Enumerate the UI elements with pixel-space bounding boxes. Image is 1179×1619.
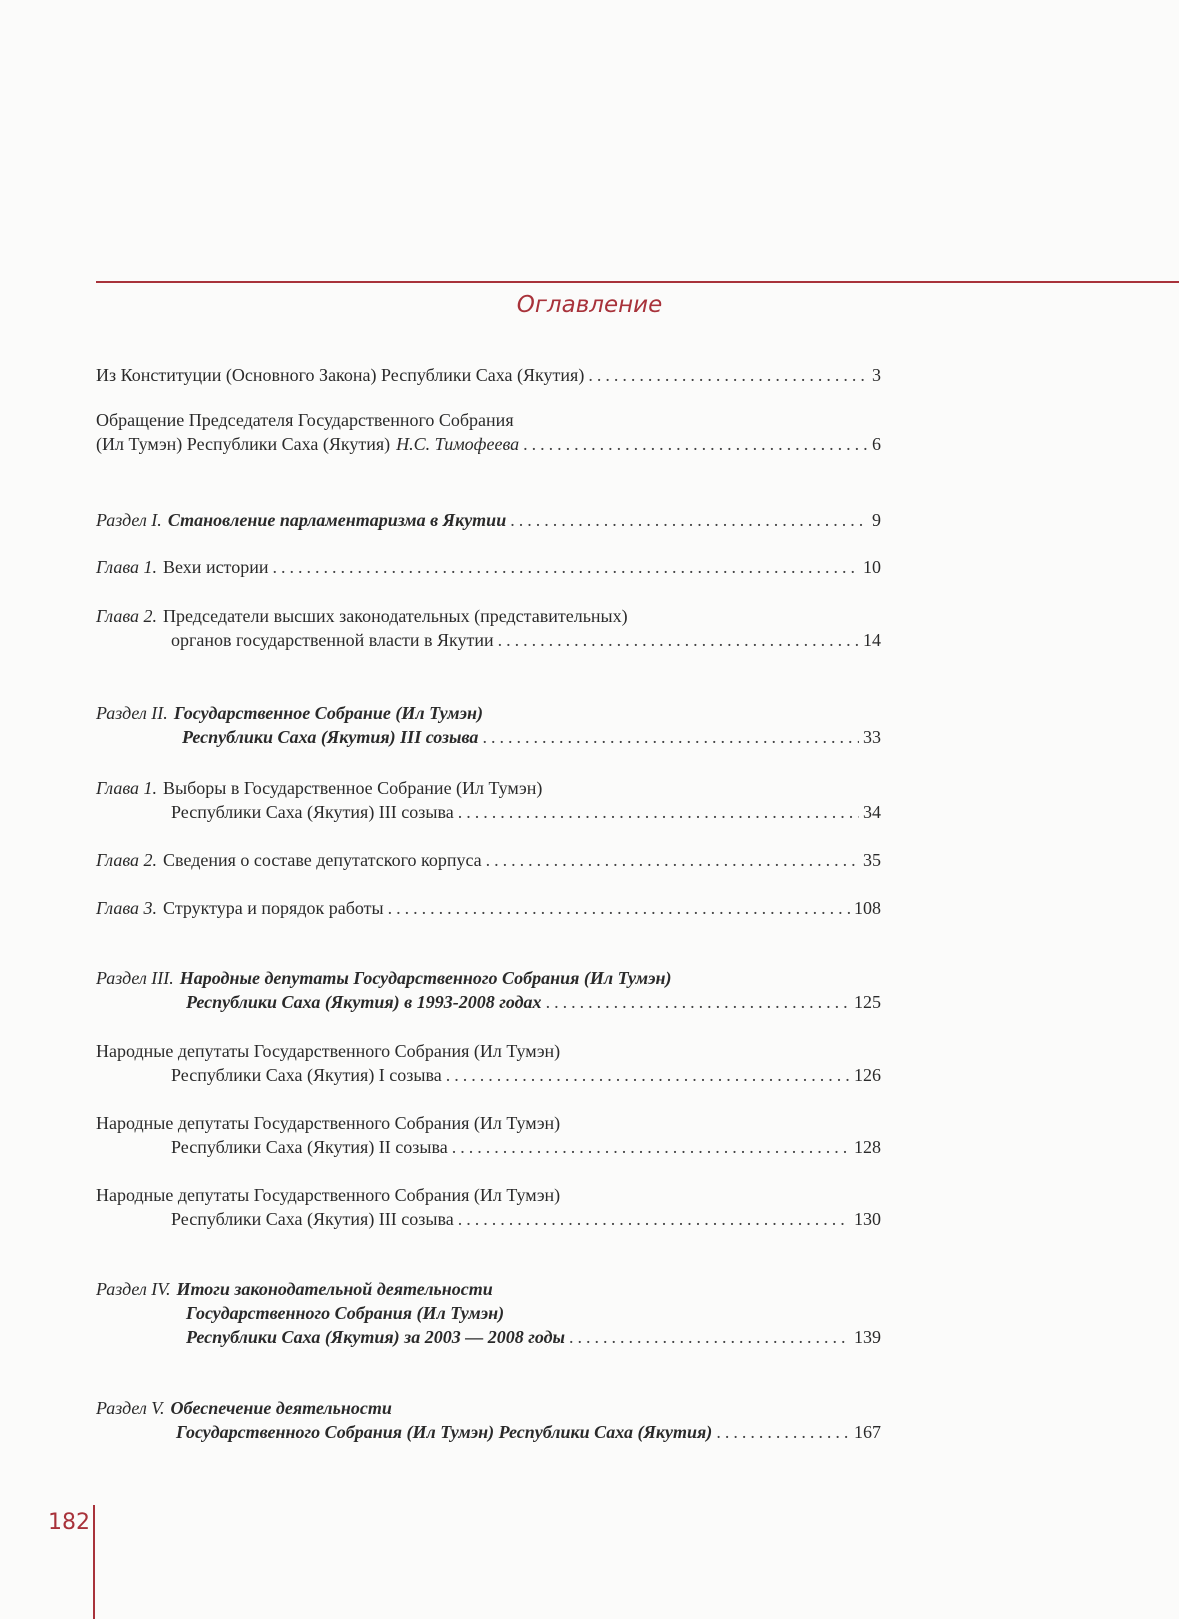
toc-chapter-1-2[interactable] [96,606,881,654]
dot-leader [452,1137,850,1158]
chapter-prefix: Глава 3. [96,898,158,918]
toc-section-3[interactable] [96,968,881,1016]
chapter-prefix: Глава 1. [96,557,158,577]
section-prefix: Раздел IV. [96,1279,171,1299]
toc-section-5[interactable] [96,1398,881,1446]
toc-chapter-2-2[interactable] [96,850,881,874]
page-number: 14 [863,630,881,650]
chapter-title: Структура и порядок работы [163,898,384,918]
folio-rule [93,1505,95,1619]
page-number: 10 [863,557,881,577]
page-number: 35 [863,850,881,870]
toc-chapter-2-1[interactable] [96,778,881,826]
section-prefix: Раздел II. [96,703,168,723]
toc-subentry-convocation-3[interactable] [96,1185,881,1233]
dot-leader [446,1065,850,1086]
toc-section-1[interactable] [96,510,881,534]
entry-author: Н.С. Тимофеева [396,434,520,454]
section-title-line1: Обеспечение деятельности [170,1398,392,1418]
page-number: 167 [854,1422,881,1442]
dot-leader [523,434,867,455]
subentry-line1: Народные депутаты Государственного Собрания (Ил Тумэн) [96,1113,561,1133]
dot-leader [388,898,850,919]
toc-entry-address[interactable] [96,410,881,458]
dot-leader [569,1327,850,1348]
chapter-title-line2: органов государственной власти в Якутии [171,630,494,650]
dot-leader [482,727,859,748]
chapter-prefix: Глава 1. [96,778,158,798]
section-title-line3: Республики Саха (Якутия) за 2003 — 2008 годы [186,1327,566,1347]
subentry-line2: Республики Саха (Якутия) I созыва [171,1065,442,1085]
chapter-prefix: Глава 2. [96,850,158,870]
subentry-line2: Республики Саха (Якутия) II созыва [171,1137,448,1157]
page-number: 34 [863,802,881,822]
section-title-line2: Государственного Собрания (Ил Тумэн) [186,1303,505,1323]
toc-title: Оглавление [516,292,663,318]
page-number: 33 [863,727,881,747]
chapter-title-line1: Председатели высших законодательных (представительных) [163,606,628,626]
dot-leader [486,850,859,871]
toc-section-4[interactable] [96,1279,881,1351]
chapter-prefix: Глава 2. [96,606,158,626]
page-number: 125 [854,992,881,1012]
page-number: 128 [854,1137,881,1157]
page-number: 3 [872,365,881,385]
page-number: 6 [872,434,881,454]
section-prefix: Раздел I. [96,510,162,530]
title-rule [96,281,1179,283]
page-number: 9 [872,510,881,530]
section-prefix: Раздел III. [96,968,174,988]
toc-section-2[interactable] [96,703,881,751]
subentry-line1: Народные депутаты Государственного Собрания (Ил Тумэн) [96,1185,561,1205]
dot-leader [510,510,867,531]
dot-leader [716,1422,850,1443]
subentry-line1: Народные депутаты Государственного Собрания (Ил Тумэн) [96,1041,561,1061]
chapter-title-line2: Республики Саха (Якутия) III созыва [171,802,454,822]
page-number: 130 [854,1209,881,1229]
section-title-line2: Республики Саха (Якутия) III созыва [182,727,479,747]
toc-chapter-2-3[interactable] [96,898,881,922]
entry-text-line2: (Ил Тумэн) Республики Саха (Якутия) [96,434,391,454]
dot-leader [272,557,859,578]
page-number: 126 [854,1065,881,1085]
dot-leader [498,630,859,651]
dot-leader [546,992,850,1013]
chapter-title: Сведения о составе депутатского корпуса [163,850,482,870]
page-number: 139 [854,1327,881,1347]
chapter-title-line1: Выборы в Государственное Собрание (Ил Тумэн) [163,778,543,798]
dot-leader [588,365,867,386]
toc-subentry-convocation-2[interactable] [96,1113,881,1161]
page-number: 108 [854,898,881,918]
section-prefix: Раздел V. [96,1398,165,1418]
section-title-line2: Государственного Собрания (Ил Тумэн) Республики Саха (Якутия) [176,1422,713,1442]
entry-text-line1: Обращение Председателя Государственного Собрания [96,410,514,430]
section-title-line1: Итоги законодательной деятельности [176,1279,493,1299]
entry-text: Из Конституции (Основного Закона) Республики Саха (Якутия) [96,365,585,385]
toc-subentry-convocation-1[interactable] [96,1041,881,1089]
section-title-line2: Республики Саха (Якутия) в 1993-2008 годах [186,992,542,1012]
dot-leader [458,1209,850,1230]
toc-chapter-1-1[interactable] [96,557,881,581]
toc-entry-constitution[interactable] [96,365,881,389]
chapter-title: Вехи истории [163,557,269,577]
dot-leader [458,802,859,823]
page-folio: 182 [48,1510,90,1535]
subentry-line2: Республики Саха (Якутия) III созыва [171,1209,454,1229]
section-title: Становление парламентаризма в Якутии [167,510,507,530]
section-title-line1: Государственное Собрание (Ил Тумэн) [173,703,483,723]
section-title-line1: Народные депутаты Государственного Собрания (Ил Тумэн) [179,968,672,988]
